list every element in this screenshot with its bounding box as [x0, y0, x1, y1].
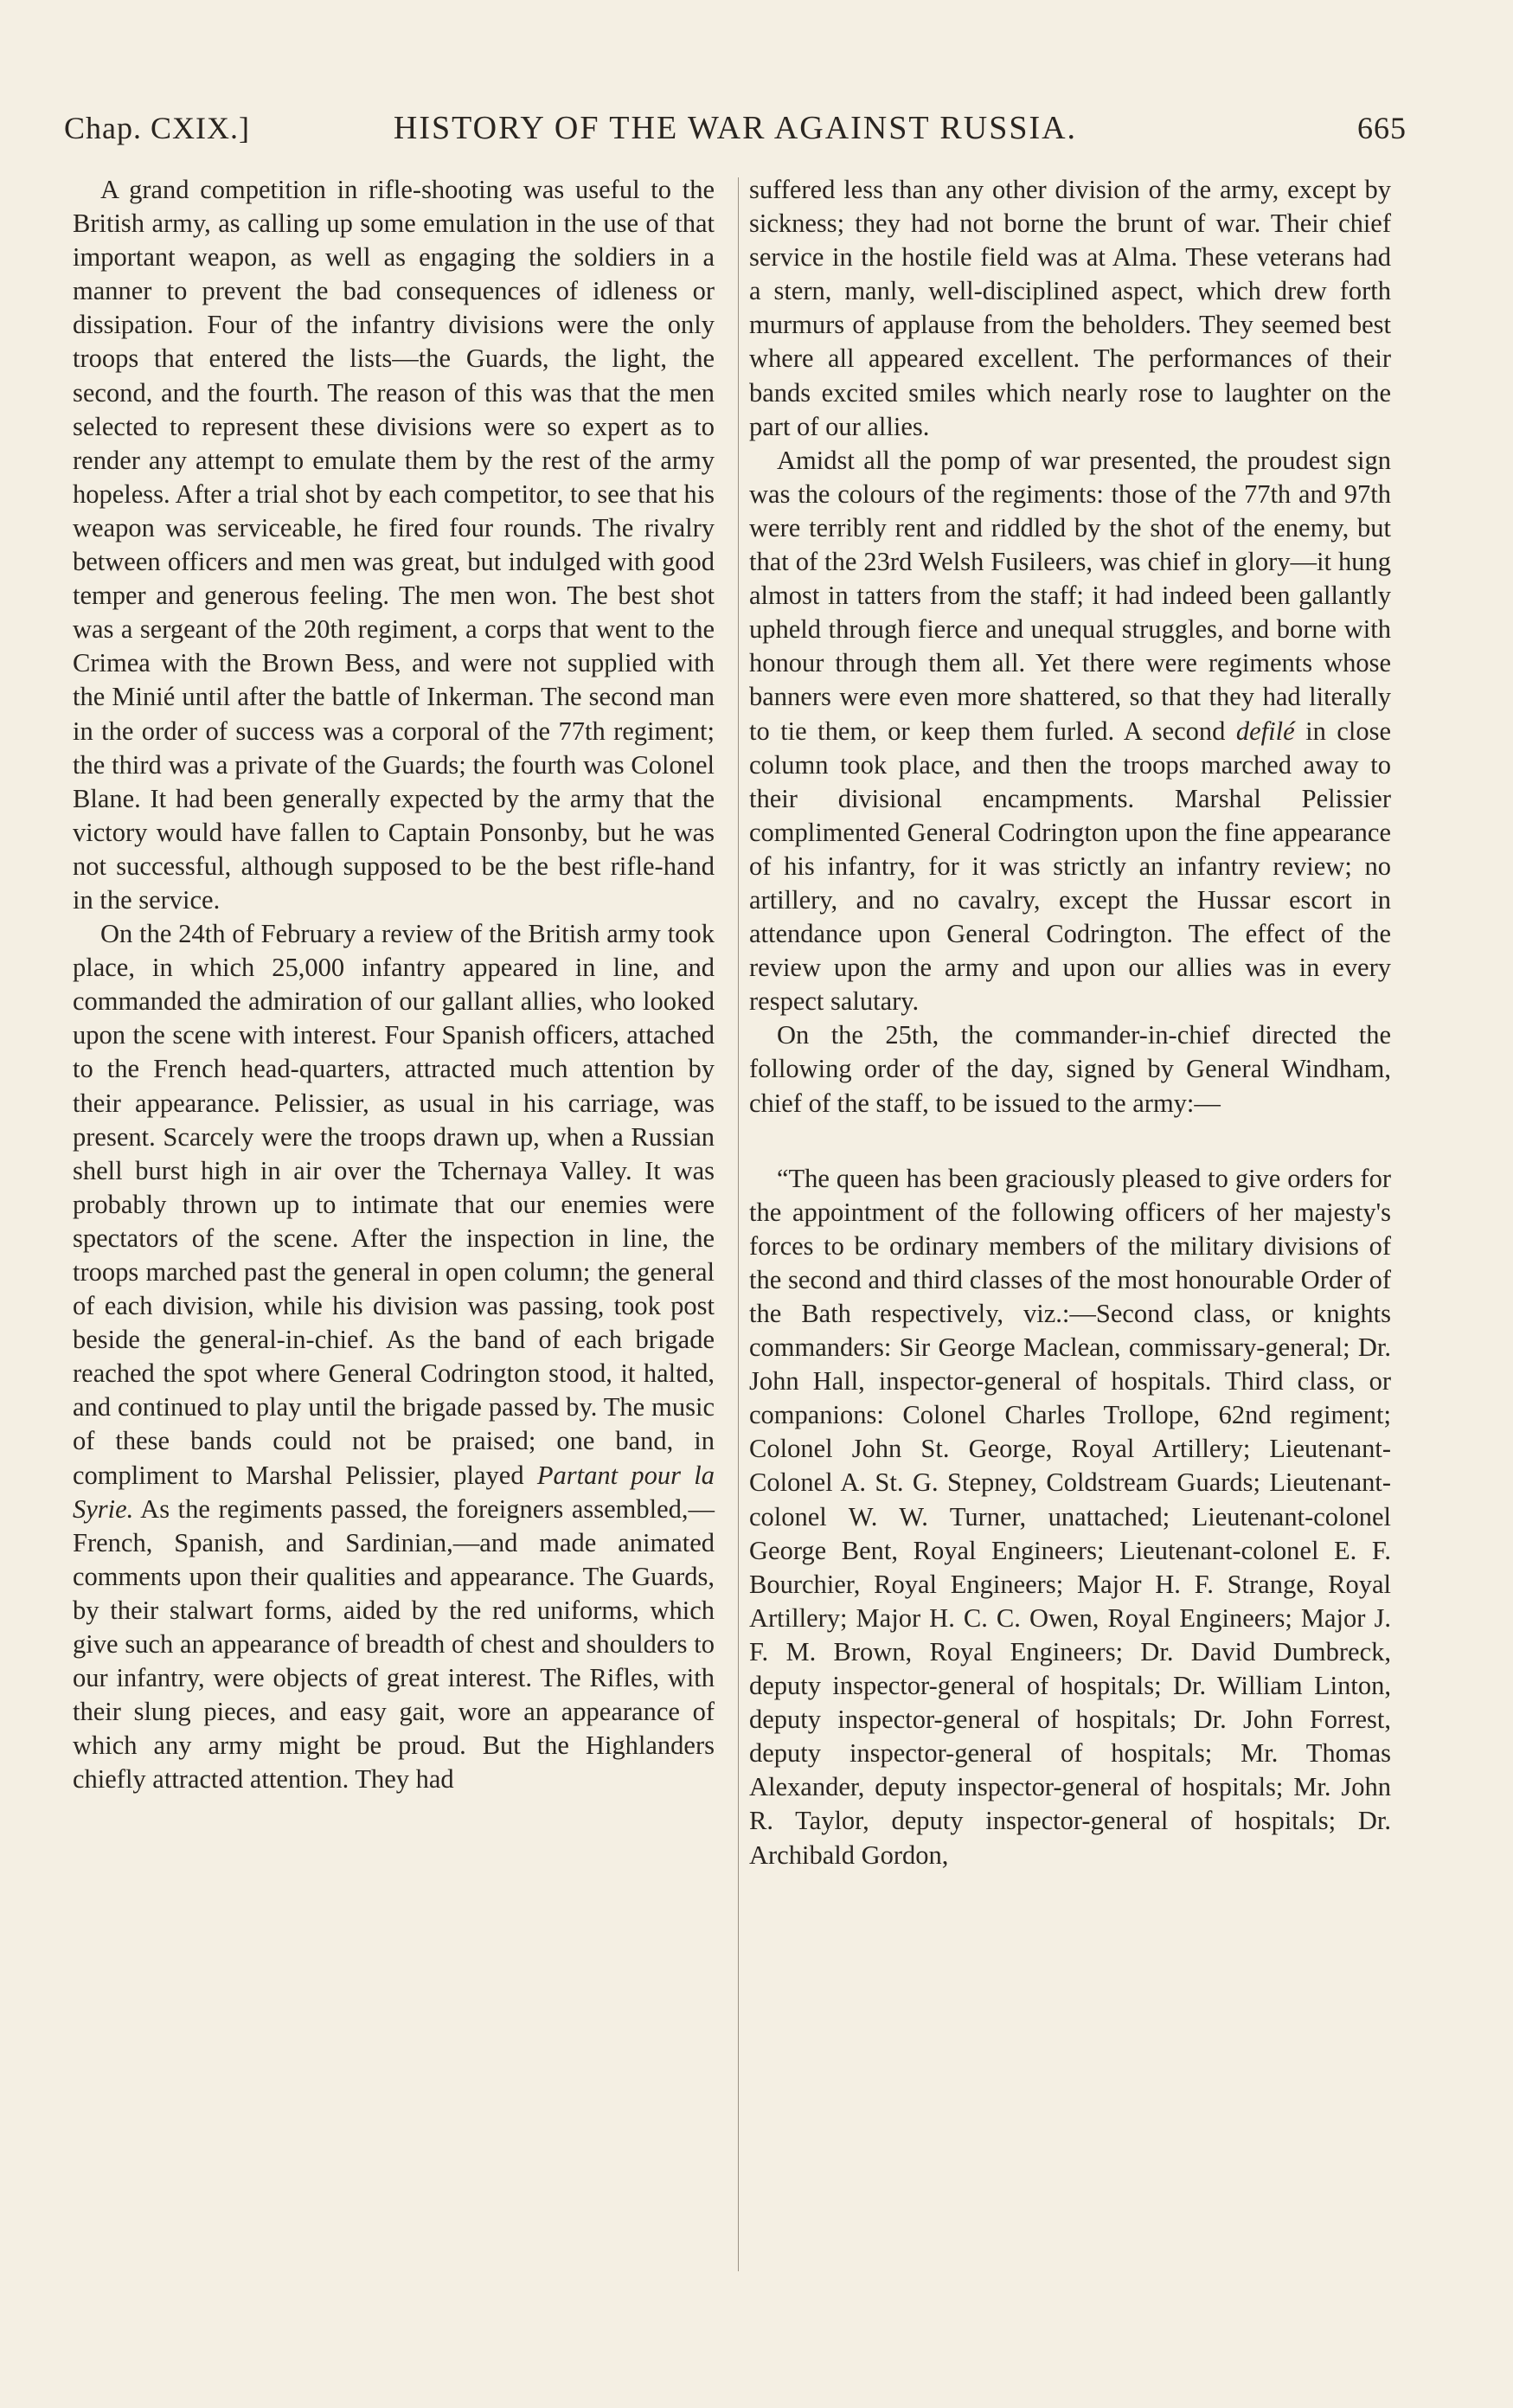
paragraph-queen-order: “The queen has been graciously pleased to give orders for the appointment of the following officers of her majesty's forces to be ordinary members of the military divisions of the second and third classes of the most honourable Order of the Bath respectively, viz.:—Second class, or knights commanders: Sir George Maclean, commissary-general; Dr. John Hall, inspector-general of hospitals. Third class, or companions: Colonel Charles Trollope, 62nd regiment; Colonel John St. George, Royal Artillery; Lieutenant-Colonel A. St. G. Stepney, Coldstream Guards; Lieutenant-colonel W. W. Turner, unattached; Lieutenant-colonel George Bent, Royal Engineers; Lieutenant-colonel E. F. Bourchier, Royal Engineers; Major H. F. Strange, Royal Artillery; Major H. C. C. Owen, Royal Engineers; Major J. F. M. Brown, Royal Engineers; Dr. David Dumbreck, deputy inspector-general of hospitals; Dr. William Linton, deputy inspector-general of hospitals; Dr. John Forrest, deputy inspector-general of hospitals; Mr. Thomas Alexander, deputy inspector-general of hospitals; Mr. John R. Taylor, deputy inspector-general of hospitals; Dr. Archibald Gordon, [749, 1163, 1391, 1870]
page-number: 665 [1357, 111, 1407, 145]
right-column [749, 173, 1391, 1872]
review-text-start: On the 24th of February a review of the British army took place, in which 25,000 infantry appeared in line, and commanded the admiration of our gallant allies, who looked upon the scene with interest. Four Spanish officers, attached to the French head-quarters, attracted much attention by their appearance. Pelissier, as usual in his carriage, was present. Scarcely were the troops drawn up, when a Russian shell burst high in air over the Tchernaya Valley. It was probably thrown up to intimate that our enemies were spectators of the scene. After the inspection in line, the troops marched past the general in open column; the general of each division, while his division was passing, took post beside the general-in-chief. As the band of each brigade reached the spot where General Codrington stood, it halted, and continued to play until the brigade passed by. The music of these bands could not be praised; one band, in compliment to Marshal Pelissier, played [73, 919, 715, 1490]
colours-text-end: in close column took place, and then the troops marched away to their divisional encampments. Marshal Pelissier complimented General Codrington upon the fine appearance of his infantry, for it was strictly an infantry review; no artillery, and no cavalry, except the Hussar escort in attendance upon General Codrington. The effect of the review upon the army and upon our allies was in every respect salutary. [749, 716, 1391, 1017]
review-text-end: As the regiments passed, the foreigners assembled,—French, Spanish, and Sardinian,—and made animated comments upon their qualities and appearance. The Guards, by their stalwart forms, aided by the red uniforms, which give such an appearance of breadth of chest and shoulders to our infantry, were objects of great interest. The Rifles, with their slung pieces, and easy gait, wore an appearance of which any army might be proud. But the Highlanders chiefly attracted attention. They had [73, 1493, 715, 1795]
column-divider [738, 177, 739, 2271]
running-title: HISTORY OF THE WAR AGAINST RUSSIA. [393, 110, 1078, 146]
paragraph-order-of-day: On the 25th, the commander-in-chief directed the following order of the day, signed by General Windham, chief of the staff, to be issued to the army:— [749, 1020, 1391, 1118]
italic-defile: defilé [1235, 716, 1295, 746]
paragraph-colours [749, 444, 1391, 1019]
paragraph-rifle-competition: A grand competition in rifle-shooting was useful to the British army, as calling up some emulation in the use of that important weapon, as well as engaging the soldiers in a manner to prevent the bad consequences of idleness or dissipation. Four of the infantry divisions were the only troops that entered the lists—the Guards, the light, the second, and the fourth. The reason of this was that the men selected to represent these divisions were so expert as to render any attempt to emulate them by the rest of the army hopeless. After a trial shot by each competitor, to see that his weapon was serviceable, he fired four rounds. The rivalry between officers and men was great, but indulged with good temper and generous feeling. The men won. The best shot was a sergeant of the 20th regiment, a corps that went to the Crimea with the Brown Bess, and were not supplied with the Minié until after the battle of Inkerman. The second man in the order of success was a corporal of the 77th regiment; the third was a private of the Guards; the fourth was Colonel Blane. It had been generally expected by the army that the victory would have fallen to Captain Ponsonby, but he was not successful, although supposed to be the best rifle-hand in the service. [73, 175, 715, 915]
chapter-label: Chap. CXIX.] [64, 111, 250, 145]
page-header [64, 102, 1407, 154]
paragraph-highlanders: suffered less than any other division of the army, except by sickness; they had not borne the brunt of war. Their chief service in the hostile field was at Alma. These veterans had a stern, manly, well-disciplined aspect, which drew forth murmurs of applause from the beholders. They seemed best where all appeared excellent. The performances of their bands excited smiles which nearly rose to laughter on the part of our allies. [749, 175, 1391, 441]
left-column [73, 173, 715, 1797]
paragraph-review [73, 917, 715, 1796]
colours-text-start: Amidst all the pomp of war presented, the proudest sign was the colours of the regiments: those of the 77th and 97th were terribly rent and riddled by the shot of the enemy, but that of the 23rd Welsh Fusileers, was chief in glory—it hung almost in tatters from the staff; it had indeed been gallantly upheld through fierce and unequal struggles, and borne with honour through them all. Yet there were regiments whose banners were even more shattered, so that they had literally to tie them, or keep them furled. A second [749, 445, 1391, 746]
italic-song-title: Partant pour la Syrie. [73, 1460, 715, 1524]
